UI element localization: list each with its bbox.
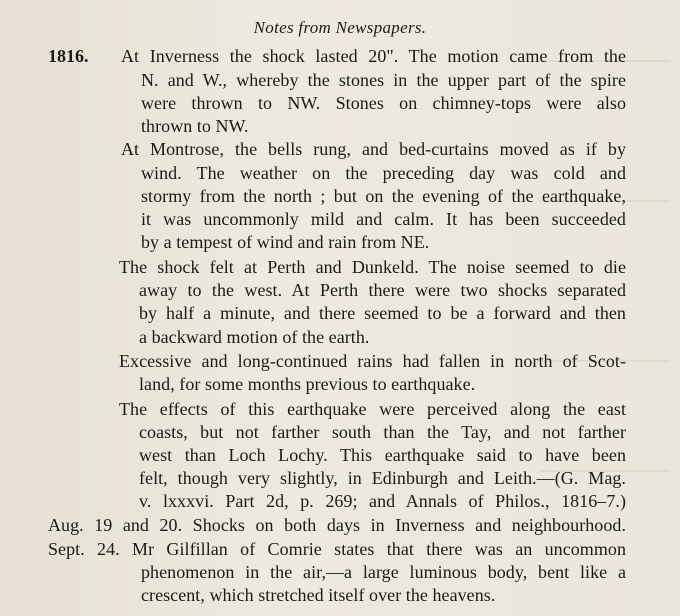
- text-line: land, for some months previous to earthquake.: [139, 374, 476, 394]
- text-line: by a tempest of wind and rain from NE.: [141, 232, 430, 252]
- text-line: it was uncommonly mild and calm. It has been succeeded: [141, 209, 626, 229]
- text-line: phenomenon in the air,—a large luminous body, bent like a: [141, 562, 626, 582]
- text-line: thrown to NW.: [141, 116, 249, 136]
- text-line: At Inverness the shock lasted 20". The motion came from the: [121, 46, 626, 66]
- text-line: were thrown to NW. Stones on chimney-tops were also: [141, 93, 626, 113]
- text-line: felt, though very slightly, in Edinburgh and Leith.—(G. Mag.: [139, 468, 626, 488]
- text-line: The shock felt at Perth and Dunkeld. The noise seemed to die: [119, 257, 626, 277]
- text-line: Excessive and long-continued rains had fallen in north of Scot-: [119, 351, 626, 371]
- text-line: a backward motion of the earth.: [139, 327, 370, 347]
- text-line: N. and W., whereby the stones in the upper part of the spire: [141, 70, 626, 90]
- text-line: crescent, which stretched itself over the heavens.: [141, 585, 496, 605]
- text-line: wind. The weather on the preceding day was cold and: [141, 163, 626, 183]
- text-line: coasts, but not farther south than the Tay, and not farther: [139, 422, 626, 442]
- text-line: v. lxxxvi. Part 2d, p. 269; and Annals of Philos., 1816–7.): [139, 491, 626, 511]
- text-line: The effects of this earthquake were perceived along the east: [119, 399, 626, 419]
- text-line: Sept. 24. Mr Gilfillan of Comrie states that there was an uncommon: [48, 539, 626, 559]
- year-label: 1816.: [48, 46, 89, 66]
- text-line: At Montrose, the bells rung, and bed-curtains moved as if by: [121, 139, 626, 159]
- running-header: Notes from Newspapers.: [253, 18, 427, 37]
- text-line: stormy from the north ; but on the evening of the earthquake,: [141, 186, 626, 206]
- text-line: Aug. 19 and 20. Shocks on both days in Inverness and neighbourhood.: [48, 515, 626, 535]
- text-line: by half a minute, and there seemed to be a forward and then: [139, 303, 626, 323]
- text-line: west than Loch Lochy. This earthquake said to have been: [139, 445, 626, 465]
- text-line: away to the west. At Perth there were two shocks separated: [139, 280, 626, 300]
